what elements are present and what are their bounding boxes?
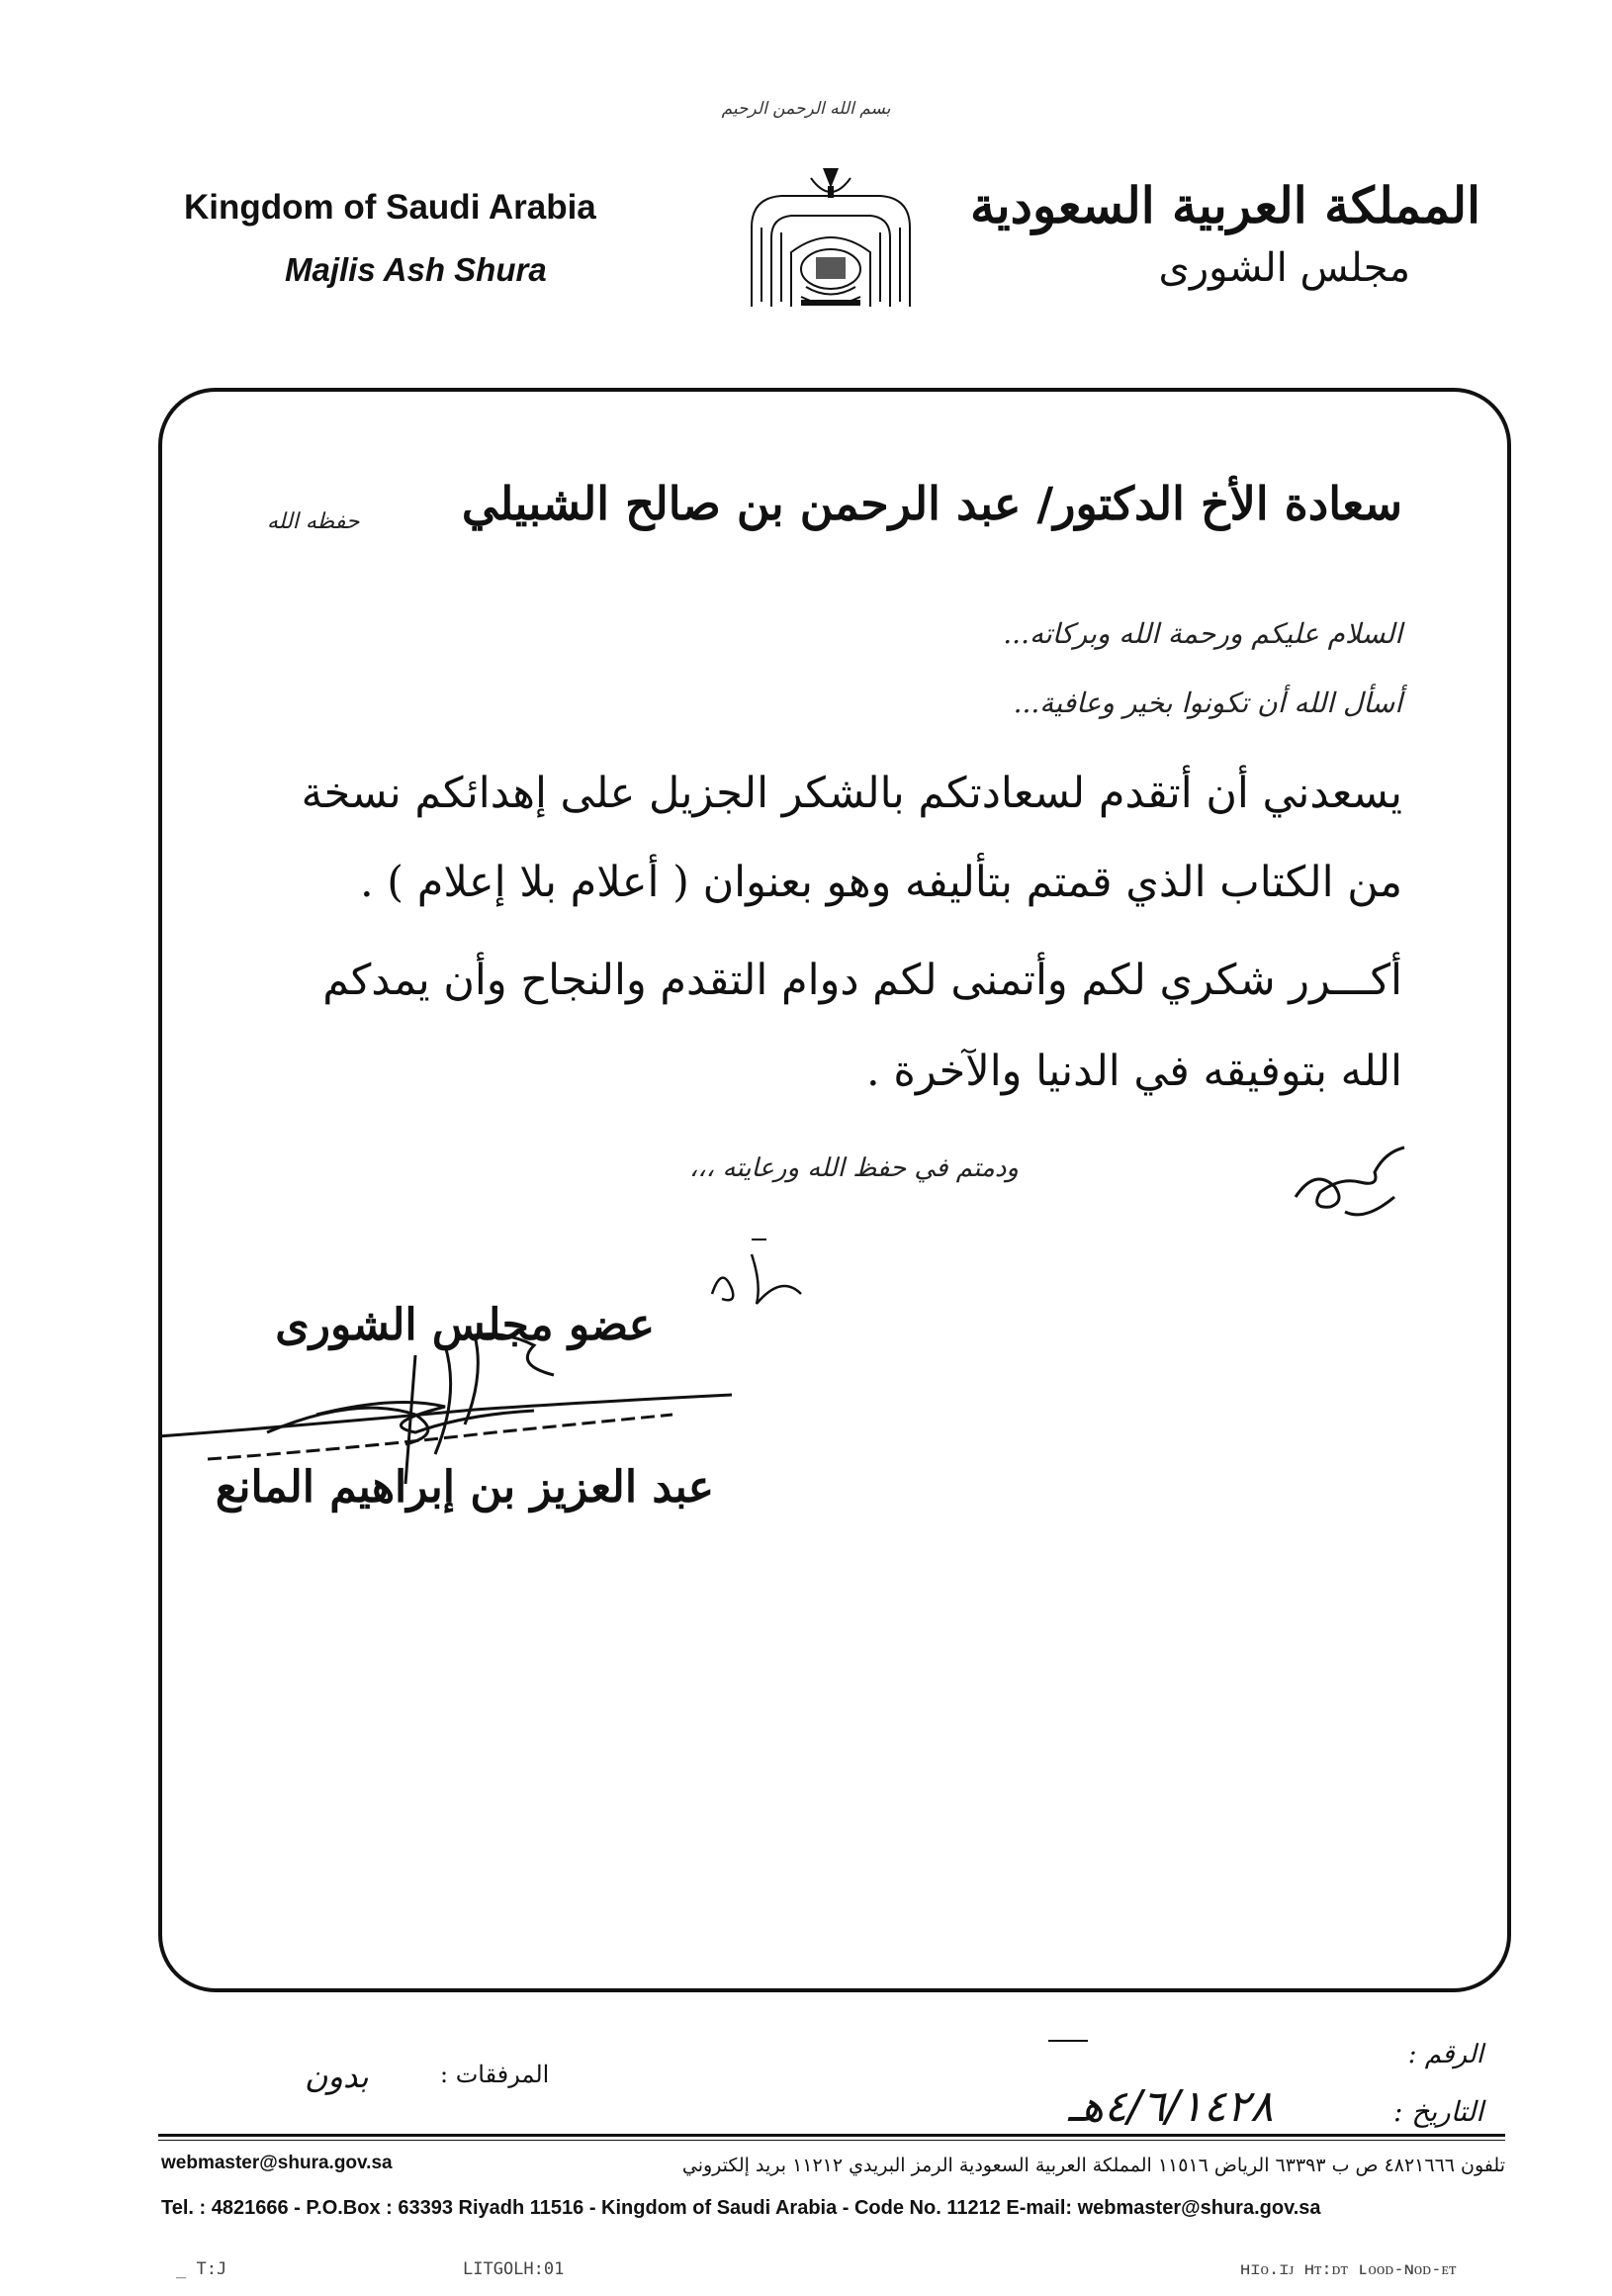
- body-line: أكـــرر شكري لكم وأتمنى لكم دوام التقدم والنجاح وأن يمدكم: [322, 956, 1402, 1005]
- body-line: الله بتوفيقه في الدنيا والآخرة .: [866, 1047, 1402, 1096]
- footer-divider: [158, 2140, 1505, 2141]
- date-value: ٤/٦/١٤٢٨هـ: [1068, 2081, 1274, 2132]
- greeting-line: السلام عليكم ورحمة الله وبركاته...: [1003, 617, 1402, 650]
- attachments-value: بدون: [305, 2058, 369, 2095]
- basmala: بسم الله الرحمن الرحيم: [721, 99, 891, 119]
- honorific: حفظه الله: [267, 509, 360, 534]
- signer-role: عضو مجلس الشورى: [275, 1300, 655, 1350]
- footer-arabic-contact: تلفون ٤٨٢١٦٦٦ ص ب ٦٣٣٩٣ الرياض ١١٥١٦ المملكة العربية السعودية الرمز البريدي ١١٢١٢ بريد إلكتروني: [681, 2155, 1505, 2176]
- handwritten-note: [692, 1235, 821, 1324]
- fax-header-mark: ʜɪᴏ.ɪᴊ ʜᴛ:ᴅᴛ ʟᴏᴏᴅ-ɴᴏᴅ-ᴇᴛ: [1240, 2259, 1457, 2279]
- fax-header-mark: _ T:J: [176, 2259, 227, 2279]
- footer-divider: [158, 2134, 1505, 2137]
- footer-english-contact: Tel. : 4821666 - P.O.Box : 63393 Riyadh 11516 - Kingdom of Saudi Arabia - Code No. 11212 E-mail: webmaster@shura.gov.sa: [161, 2197, 1321, 2219]
- fax-header-mark: LITGOLH:01: [463, 2259, 565, 2279]
- wellwish-line: أسأل الله أن تكونوا بخير وعافية...: [1013, 687, 1402, 719]
- majlis-emblem-icon: [732, 158, 930, 317]
- attachments-label: المرفقات :: [440, 2061, 550, 2088]
- footer-email: webmaster@shura.gov.sa: [161, 2153, 393, 2173]
- body-line: يسعدني أن أتقدم لسعادتكم بالشكر الجزيل على إهدائكم نسخة: [301, 769, 1402, 818]
- signer-name: عبد العزيز بن إبراهيم المانع: [215, 1462, 714, 1513]
- recipient-line: سعادة الأخ الدكتور/ عبد الرحمن بن صالح الشبيلي: [461, 477, 1402, 530]
- closing-line: ودمتم في حفظ الله ورعايته ،،،: [689, 1153, 1019, 1183]
- body-line: من الكتاب الذي قمتم بتأليفه وهو بعنوان ( أعلام بلا إعلام ) .: [359, 858, 1402, 907]
- arabic-country-name: المملكة العربية السعودية: [969, 176, 1480, 234]
- handwritten-note: [1286, 1128, 1424, 1227]
- english-country-name: Kingdom of Saudi Arabia: [184, 188, 596, 227]
- reference-number-blank: [1048, 2040, 1088, 2042]
- english-council-name: Majlis Ash Shura: [285, 251, 547, 288]
- reference-number-label: الرقم :: [1407, 2040, 1483, 2069]
- arabic-council-name: مجلس الشورى: [1158, 245, 1410, 291]
- date-label: التاريخ :: [1392, 2095, 1483, 2128]
